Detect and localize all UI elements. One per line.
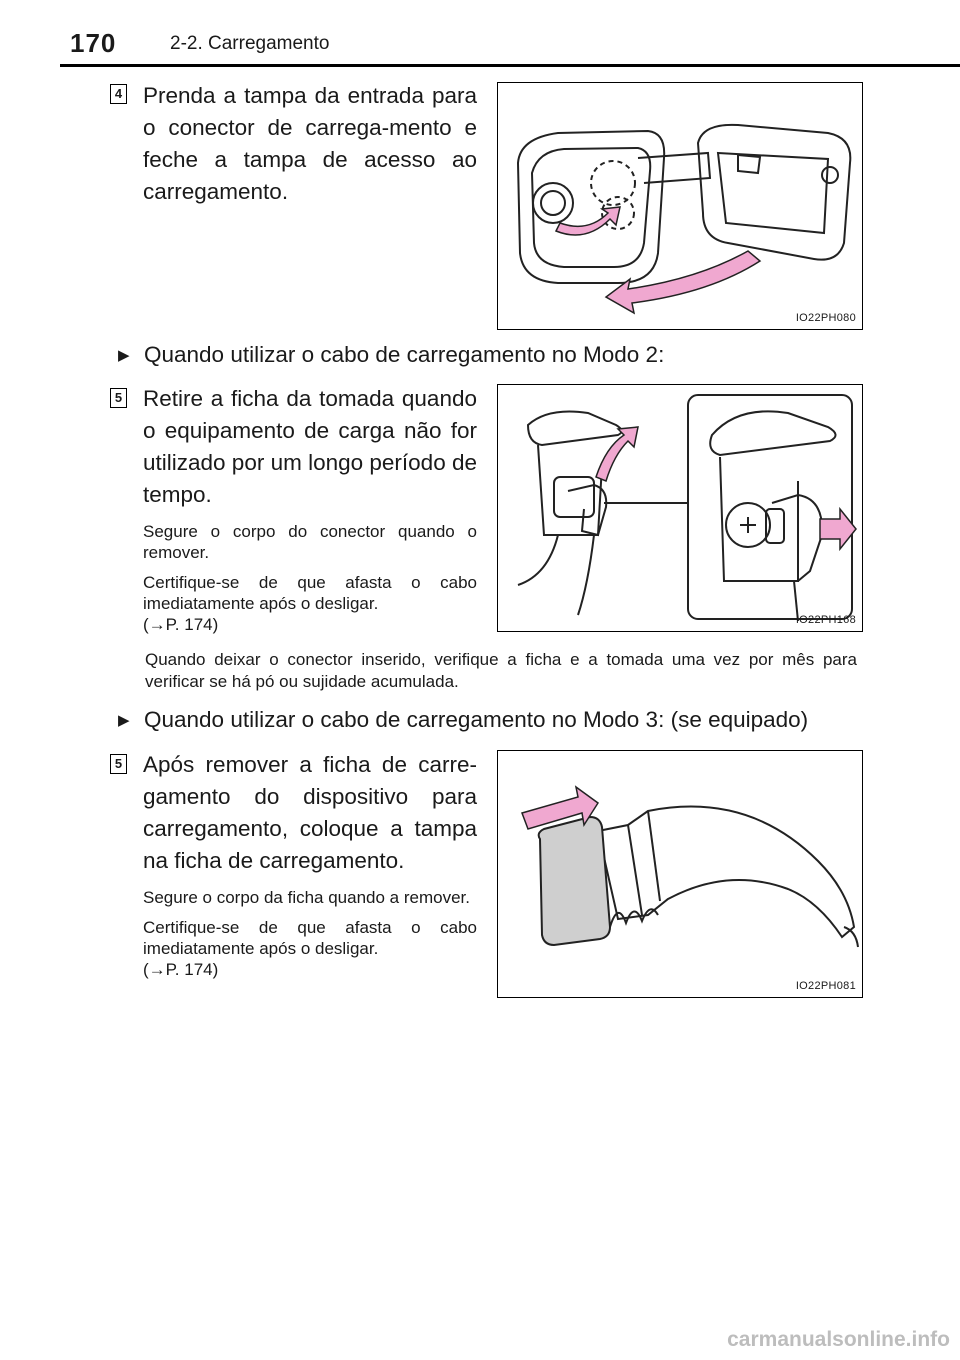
bullet-text: Quando utilizar o cabo de carregamento no Modo 2: bbox=[144, 342, 665, 367]
bullet-mode-3 bbox=[118, 705, 808, 736]
plug-cap-illustration bbox=[498, 751, 864, 999]
plug-cap-shape bbox=[539, 817, 610, 945]
figure-code: IO22PH168 bbox=[795, 614, 856, 626]
figure-plug-removal bbox=[497, 384, 863, 632]
rotate-arrow-icon bbox=[556, 207, 620, 235]
figure-code: IO22PH081 bbox=[795, 980, 856, 992]
step-2-block bbox=[143, 383, 477, 635]
step-badge-2: 5 bbox=[110, 388, 127, 408]
charging-lid-illustration bbox=[498, 83, 864, 331]
close-arrow-icon bbox=[606, 251, 760, 313]
figure-code: IO22PH080 bbox=[795, 312, 856, 324]
step-3-ref: (→P. 174) bbox=[143, 960, 219, 979]
header-rule bbox=[60, 64, 960, 67]
step-3-sub-2: Certifique-se de que afasta o cabo imediatamente após o desligar. bbox=[143, 918, 477, 958]
bullet-mode-2 bbox=[118, 340, 664, 371]
triangle-right-icon: ▶ bbox=[118, 347, 130, 364]
bullet-text: Quando utilizar o cabo de carregamento no Modo 3: (se equipado) bbox=[144, 707, 809, 732]
step-badge-1: 4 bbox=[110, 84, 127, 104]
figure-charging-lid bbox=[497, 82, 863, 330]
step-2-sub-1: Segure o corpo do conector quando o remover. bbox=[143, 522, 477, 562]
step-3-text: Após remover a ficha de carre-gamento do dispositivo para carregamento, coloque a tampa na ficha de carregamento. bbox=[143, 752, 477, 873]
step-3-sub-1: Segure o corpo da ficha quando a remover. bbox=[143, 888, 470, 907]
maintenance-note: Quando deixar o conector inserido, verifique a ficha e a tomada uma vez por mês para verificar se há pó ou sujidade acumulada. bbox=[145, 650, 857, 691]
step-2-text: Retire a ficha da tomada quando o equipamento de carga não for utilizado por um longo período de tempo. bbox=[143, 386, 477, 507]
step-1-text: Prenda a tampa da entrada para o conector de carrega-mento e feche a tampa de acesso ao carregamento. bbox=[143, 83, 477, 204]
step-2-ref: (→P. 174) bbox=[143, 615, 219, 634]
triangle-right-icon: ▶ bbox=[118, 712, 130, 729]
step-2-sub-2: Certifique-se de que afasta o cabo imediatamente após o desligar. bbox=[143, 573, 477, 613]
step-3-block bbox=[143, 749, 477, 980]
watermark: carmanualsonline.info bbox=[727, 1328, 950, 1351]
step-badge-3: 5 bbox=[110, 754, 127, 774]
plug-removal-illustration bbox=[498, 385, 864, 633]
section-title: 2-2. Carregamento bbox=[170, 33, 330, 54]
figure-plug-cap bbox=[497, 750, 863, 998]
pull-arrow-icon bbox=[820, 509, 856, 549]
page-number: 170 bbox=[70, 28, 117, 58]
